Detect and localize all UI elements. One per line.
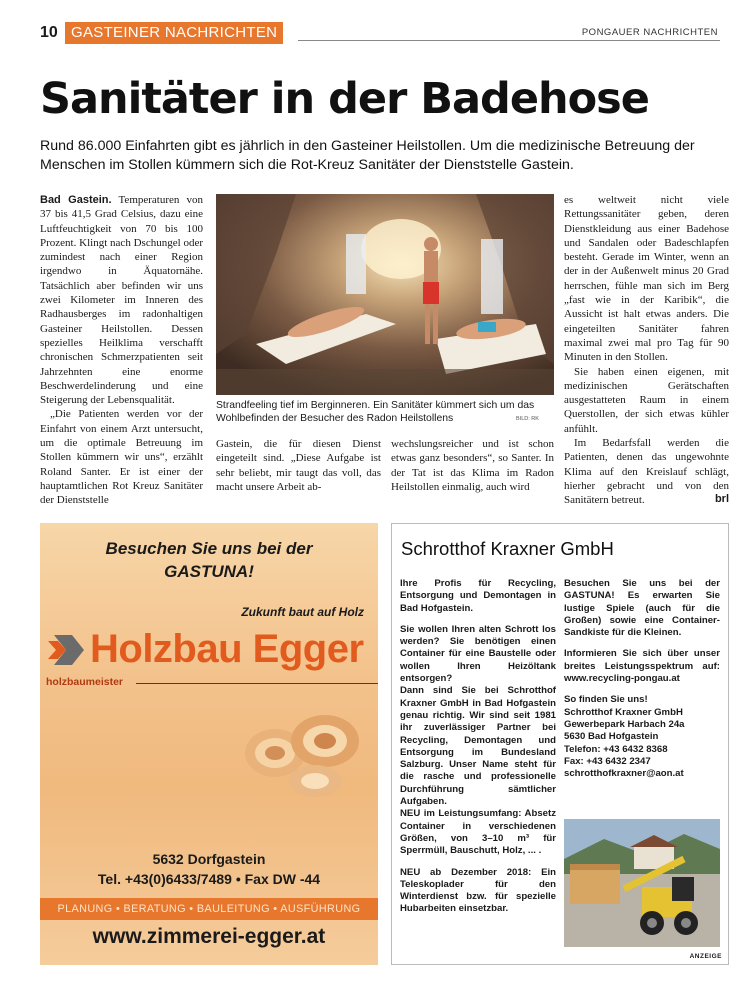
ad-brand: Holzbau Egger — [90, 627, 364, 671]
photo-caption: Strandfeeling tief im Berginneren. Ein Sanitäter kümmert sich um das Wohlbefinden der Besucher des Radon Heilstollens — [216, 400, 535, 424]
ad-services: PLANUNG • BERATUNG • BAULEITUNG • AUSFÜHRUNG — [40, 898, 378, 920]
ad-slogan: Zukunft baut auf Holz — [241, 605, 364, 619]
paragraph: Gastein, die für diesen Dienst eingeteilt sind. „Diese Aufgabe ist sehr beliebt, mir taugt das voll, das macht unsere Arbeit ab- — [216, 438, 381, 493]
ad-paragraph: Ihre Profis für Recycling, Entsorgung und Demontagen in Bad Hofgastein. — [400, 578, 556, 614]
paragraph: wechslungsreicher und ist schon etwas ganz besonders“, so Santer. In der Tat ist das Klima im Radon Heilstollen einmalig, auch wird — [391, 438, 554, 493]
paragraph: Temperaturen von 37 bis 41,5 Grad Celsius, dazu eine Luftfeuchtigkeit von 70 bis 100 Prozent. Klingt nach Dschungel oder zumindest nach einer Region irgendwo in Äquatornähe. Tatsächlich aber befinden wir uns zwei Kilometer im Inneren des Radhausberges im radonhaltigen Gasteiner Heilstollen. Dessen spezielles Heilklima verschafft chronischen Schmerzpatienten seit Jahrzehnten eine enorme Beschwerdelinderung und eine Steigerung der Lebensqualität. — [40, 194, 203, 407]
publication-name: PONGAUER NACHRICHTEN — [581, 27, 718, 38]
ad-city: 5632 Dorfgastein — [152, 851, 266, 867]
ad-column-left — [400, 578, 556, 916]
wood-shavings-icon — [230, 693, 370, 803]
egger-logo-icon — [44, 625, 94, 675]
paragraph: „Die Patienten werden vor der Einfahrt von einem Arzt untersucht, um die optimale Betreuung im Stollen kümmern wir uns“, erzählt Roland Santer. Er ist einer der hauptamtlichen Rot Kreuz Sanitäter der Dienststelle — [40, 408, 203, 507]
ad-contact-name: Schrotthof Kraxner GmbH — [564, 706, 683, 718]
ad-divider — [136, 683, 378, 684]
article-column-4 — [564, 193, 729, 508]
ad-invite-line: Besuchen Sie uns bei der — [105, 539, 313, 558]
ad-paragraph: Sie wollen Ihren alten Schrott los werden? Sie benötigen einen Container für eine Baustelle oder wollen Ihren Heizöltank entsorgen? — [400, 623, 556, 685]
ad-column-right — [564, 578, 720, 780]
ad-contact-street: Gewerbepark Harbach 24a — [564, 718, 685, 730]
ad-contact-city: 5630 Bad Hofgastein — [564, 731, 659, 743]
ad-paragraph: Besuchen Sie uns bei der GASTUNA! Es erwarten Sie lustige Spiele (auch für die Großen) sowie eine Container-Sandkiste für die Kleinen. — [564, 578, 720, 639]
ad-holzbau-egger — [40, 523, 378, 965]
ad-label: ANZEIGE — [689, 953, 722, 960]
ad-contact-title: So finden Sie uns! — [564, 694, 648, 706]
ad-subbrand: holzbaumeister — [46, 676, 124, 688]
ad-url: www.zimmerei-egger.at — [92, 925, 326, 948]
article-lead: Rund 86.000 Einfahrten gibt es jährlich in den Gasteiner Heilstollen. Um die medizinische Betreuung der Menschen im Stollen kümmern sich die Rot-Kreuz Sanitäter der Dienststelle Gastein. — [40, 138, 695, 173]
telehandler-photo-illustration — [564, 819, 720, 947]
paragraph: Im Bedarfsfall werden die Patienten, denen das ungewohnte Klima auf den Kreislauf schlägt, hierher gebracht und von den Sanitätern betreut. — [564, 437, 729, 507]
header-rule — [298, 40, 720, 41]
ad-schrotthof-kraxner — [391, 523, 729, 965]
paragraph: es weltweit nicht viele Rettungssanitäter geben, deren Dienstkleidung aus einer Badehose und Sandalen oder Badeschlapfen besteht. Gerade im Winter, wenn an der in der Außenwelt minus 20 Grad herrschen, fühle man sich im Berg „fast wie in der Karibik“, die Aussicht ist halt etwas anders. Die eingeteilten Sanitäter fahren maximal zwei mal pro Tag für 90 Minuten in den Stollen. — [564, 194, 729, 364]
ad-phone: Tel. +43(0)6433/7489 • Fax DW -44 — [97, 871, 321, 887]
ad-paragraph: NEU im Leistungsumfang: Absetz Container in verschiedenen Größen, von 3–10 m³ für Sperrmüll, Bauschutt, Holz, ... . — [400, 808, 556, 857]
author-signature: brl — [714, 493, 729, 506]
stollen-photo-illustration — [216, 194, 554, 395]
section-label: GASTEINER NACHRICHTEN — [65, 22, 283, 44]
dateline: Bad Gastein. — [40, 194, 112, 206]
ad-title: Schrotthof Kraxner GmbH — [401, 538, 614, 559]
article-column-2 — [216, 437, 381, 494]
paragraph: Sie haben einen eigenen, mit medizinischen Gerätschaften ausgestatteten Raum in einem Querstollen, der sich etwas kühler anfühlt. — [564, 365, 729, 435]
ad-contact-fax: Fax: +43 6432 2347 — [564, 755, 651, 767]
photo-credit: BILD: RK — [516, 416, 539, 422]
article-photo — [216, 194, 554, 395]
ad-contact-email: schrotthofkraxner@aon.at — [564, 768, 684, 780]
page-header — [40, 22, 720, 44]
ad-contact-phone: Telefon: +43 6432 8368 — [564, 743, 668, 755]
page-number: 10 — [40, 24, 58, 41]
ad-paragraph: Informieren Sie sich über unser breites Leistungsspektrum auf: www.recycling-pongau.at — [564, 648, 720, 685]
article-column-1 — [40, 193, 203, 508]
ad-paragraph: Dann sind Sie bei Schrotthof Kraxner GmbH in Bad Hofgastein genau richtig. Wir sind seit 1981 ihr zuverlässiger Partner bei Recycling, Demontagen und Entsorgung im Bundesland Salzburg. Unser Name steht für die rasche und professionelle Durchführung sämtlicher Aufgaben. — [400, 685, 556, 808]
ad-photo — [564, 819, 720, 947]
ad-event-name: GASTUNA! — [164, 562, 254, 581]
article-column-3 — [391, 437, 554, 494]
article-headline: Sanitäter in der Badehose — [40, 74, 649, 124]
ad-paragraph: NEU ab Dezember 2018: Ein Teleskoplader für den Winterdienst bzw. für spezielle Hubarbeiten einsetzbar. — [400, 866, 556, 915]
